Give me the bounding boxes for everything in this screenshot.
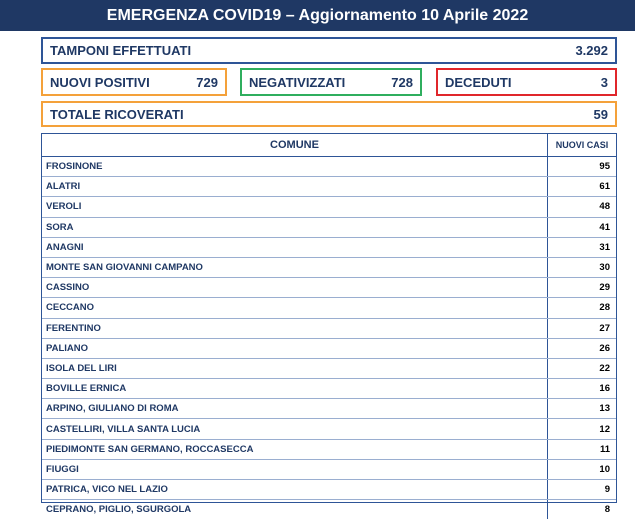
- table-row: [42, 238, 616, 258]
- comune-cell: MONTE SAN GIOVANNI CAMPANO: [42, 258, 548, 277]
- table-row: [42, 359, 616, 379]
- nuovi-casi-cell: 41: [599, 221, 610, 233]
- table-row: [42, 480, 616, 500]
- deceduti-box: [436, 68, 617, 96]
- table-row: [42, 177, 616, 197]
- comune-cell: PALIANO: [42, 339, 548, 358]
- table-row: [42, 500, 616, 519]
- table-row: [42, 399, 616, 419]
- ricoverati-value: 59: [593, 106, 608, 122]
- comune-cell: FROSINONE: [42, 157, 548, 176]
- nuovi-casi-cell: 48: [599, 201, 610, 213]
- ricoverati-box: [41, 101, 617, 127]
- nuovi-casi-cell: 10: [599, 463, 610, 475]
- table-row: [42, 298, 616, 318]
- ricoverati-label: TOTALE RICOVERATI: [50, 106, 184, 122]
- table-row: [42, 258, 616, 278]
- comune-cell: CASSINO: [42, 278, 548, 297]
- table-row: [42, 319, 616, 339]
- comune-cell: CECCANO: [42, 298, 548, 317]
- comune-cell: PIEDIMONTE SAN GERMANO, ROCCASECCA: [42, 440, 548, 459]
- comune-cell: ARPINO, GIULIANO DI ROMA: [42, 399, 548, 418]
- nuovi-casi-cell: 31: [599, 241, 610, 253]
- nuovi-casi-cell: 26: [599, 342, 610, 354]
- comune-cell: FIUGGI: [42, 460, 548, 479]
- report-title: EMERGENZA COVID19 – Aggiornamento 10 Aprile 2022: [106, 6, 529, 24]
- table-body: [42, 157, 616, 519]
- table-row: [42, 460, 616, 480]
- comune-cell: PATRICA, VICO NEL LAZIO: [42, 480, 548, 499]
- comune-cell: CASTELLIRI, VILLA SANTA LUCIA: [42, 419, 548, 438]
- table-row: [42, 379, 616, 399]
- positivi-label: NUOVI POSITIVI: [50, 74, 150, 90]
- negativizzati-value: 728: [391, 74, 413, 90]
- table-row: [42, 157, 616, 177]
- comune-cell: CEPRANO, PIGLIO, SGURGOLA: [42, 500, 548, 519]
- nuovi-casi-header: NUOVI CASI: [555, 140, 609, 150]
- table-row: [42, 218, 616, 238]
- deceduti-label: DECEDUTI: [445, 74, 512, 90]
- positivi-value: 729: [196, 74, 218, 90]
- comune-cell: SORA: [42, 218, 548, 237]
- positivi-box: [41, 68, 227, 96]
- tamponi-label: TAMPONI EFFETTUATI: [50, 43, 192, 58]
- table-row: [42, 440, 616, 460]
- comune-cell: ISOLA DEL LIRI: [42, 359, 548, 378]
- comune-cell: ANAGNI: [42, 238, 548, 257]
- table-header: [42, 134, 616, 157]
- nuovi-casi-cell: 8: [604, 504, 610, 516]
- report-header: [0, 0, 635, 31]
- nuovi-casi-cell: 28: [599, 302, 610, 314]
- nuovi-casi-cell: 61: [599, 181, 610, 193]
- table-row: [42, 278, 616, 298]
- nuovi-casi-cell: 9: [604, 484, 610, 496]
- negativizzati-box: [240, 68, 422, 96]
- nuovi-casi-cell: 12: [599, 423, 610, 435]
- comune-cell: VEROLI: [42, 197, 548, 216]
- tamponi-box: [41, 37, 617, 64]
- table-row: [42, 197, 616, 217]
- cases-table: [41, 133, 617, 516]
- comune-cell: FERENTINO: [42, 319, 548, 338]
- comune-cell: ALATRI: [42, 177, 548, 196]
- nuovi-casi-cell: 30: [599, 262, 610, 274]
- table-row: [42, 419, 616, 439]
- comune-header: COMUNE: [42, 134, 548, 156]
- table-row: [42, 339, 616, 359]
- nuovi-casi-cell: 27: [599, 322, 610, 334]
- nuovi-casi-cell: 11: [599, 443, 610, 455]
- deceduti-value: 3: [600, 74, 608, 90]
- negativizzati-label: NEGATIVIZZATI: [249, 74, 346, 90]
- nuovi-casi-cell: 22: [599, 362, 610, 374]
- nuovi-casi-cell: 13: [599, 403, 610, 415]
- nuovi-casi-cell: 29: [599, 282, 610, 294]
- tamponi-value: 3.292: [575, 43, 608, 58]
- nuovi-casi-cell: 95: [599, 161, 610, 173]
- nuovi-casi-cell: 16: [599, 383, 610, 395]
- comune-cell: BOVILLE ERNICA: [42, 379, 548, 398]
